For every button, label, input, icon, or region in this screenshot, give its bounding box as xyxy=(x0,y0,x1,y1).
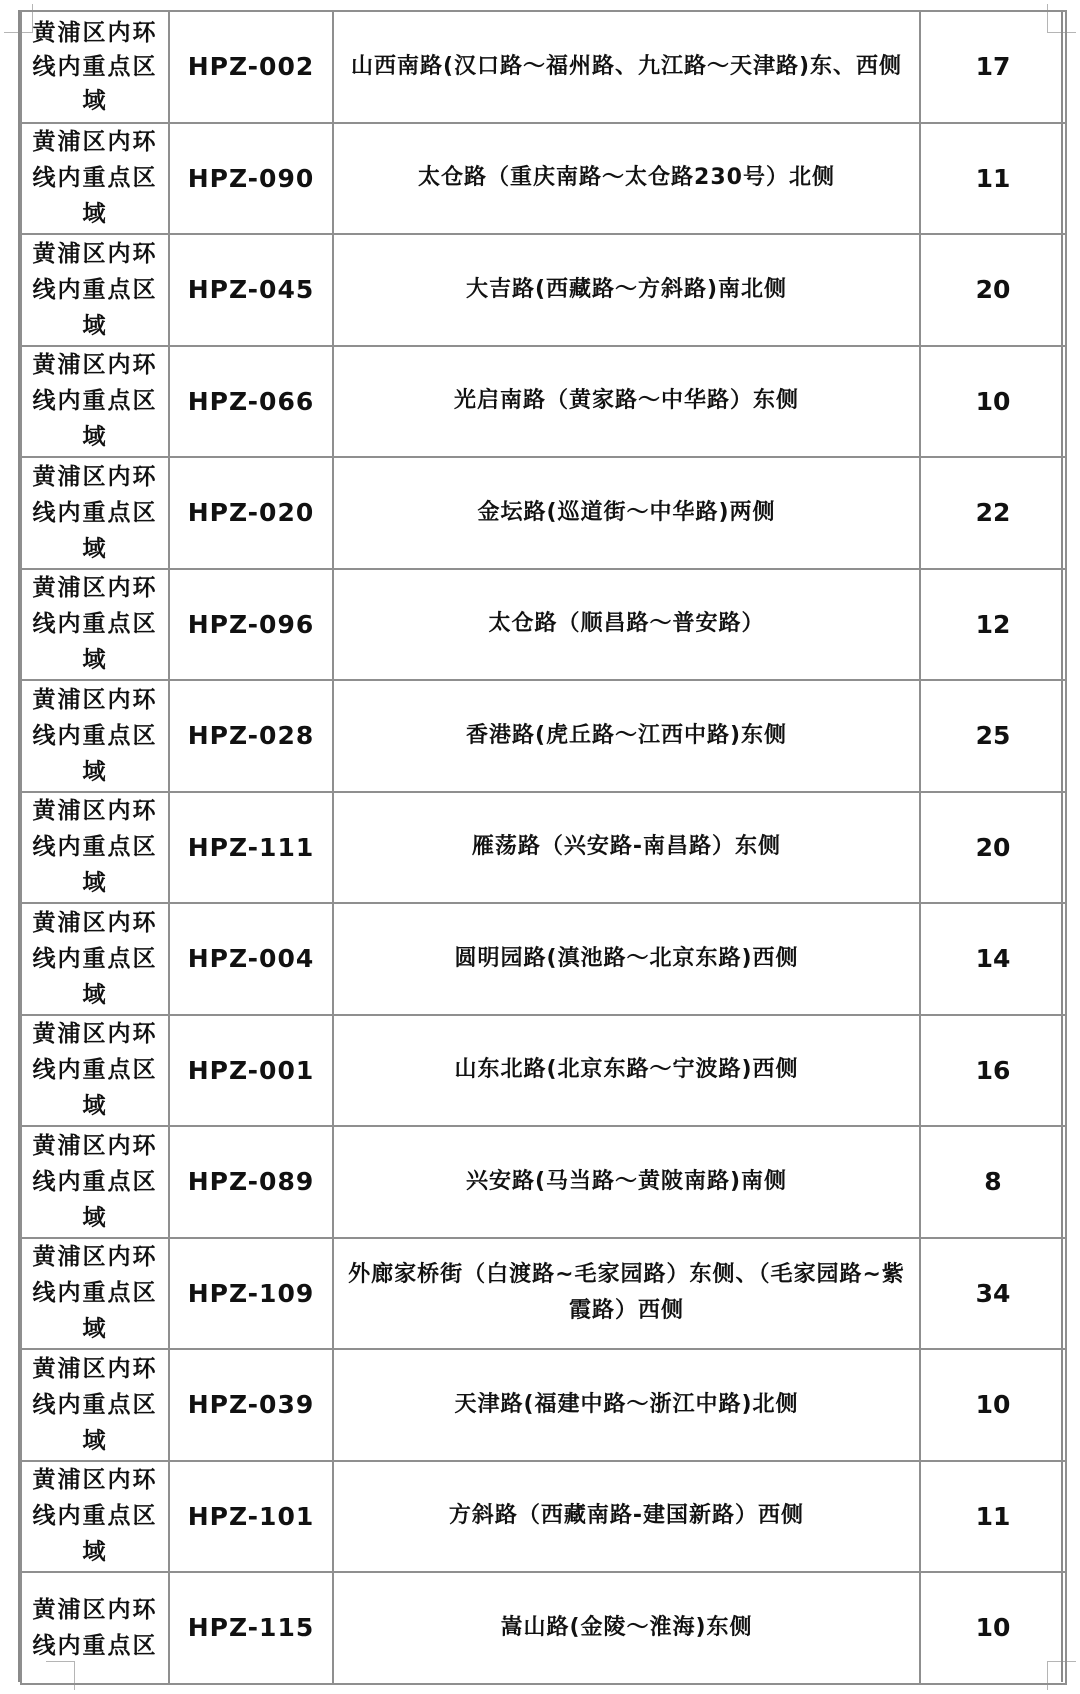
area-cell xyxy=(21,123,169,235)
table-row xyxy=(21,123,1066,235)
table-row xyxy=(21,792,1066,904)
area-cell xyxy=(21,903,169,1015)
count-cell: 10 xyxy=(920,1572,1066,1684)
table-row xyxy=(21,234,1066,346)
table-row xyxy=(21,569,1066,681)
count-cell: 34 xyxy=(920,1238,1066,1350)
count-cell: 8 xyxy=(920,1126,1066,1238)
code-cell: HPZ-028 xyxy=(169,680,333,792)
area-cell xyxy=(21,1238,169,1350)
table-row xyxy=(21,903,1066,1015)
area-cell xyxy=(21,1572,169,1684)
code-cell: HPZ-115 xyxy=(169,1572,333,1684)
code-cell: HPZ-096 xyxy=(169,569,333,681)
code-cell: HPZ-109 xyxy=(169,1238,333,1350)
code-cell: HPZ-045 xyxy=(169,234,333,346)
area-cell xyxy=(21,1015,169,1127)
area-cell xyxy=(21,1349,169,1461)
road-cell: 光启南路（黄家路～中华路）东侧 xyxy=(333,346,920,458)
count-cell: 22 xyxy=(920,457,1066,569)
area-text: 黄浦区内环线内重点区域 xyxy=(32,1355,158,1454)
area-text: 黄浦区内环线内重点区域 xyxy=(32,240,158,339)
code-cell: HPZ-111 xyxy=(169,792,333,904)
road-cell: 嵩山路(金陵～淮海)东侧 xyxy=(333,1572,920,1684)
table-row xyxy=(21,1126,1066,1238)
count-cell: 11 xyxy=(920,123,1066,235)
area-text: 黄浦区内环线内重点区域 xyxy=(32,686,158,785)
code-cell: HPZ-066 xyxy=(169,346,333,458)
count-cell: 12 xyxy=(920,569,1066,681)
road-cell: 大吉路(西藏路～方斜路)南北侧 xyxy=(333,234,920,346)
count-cell: 25 xyxy=(920,680,1066,792)
road-cell: 山东北路(北京东路～宁波路)西侧 xyxy=(333,1015,920,1127)
code-cell: HPZ-089 xyxy=(169,1126,333,1238)
count-cell: 20 xyxy=(920,792,1066,904)
table-row xyxy=(21,11,1066,123)
document-sheet xyxy=(18,10,1063,1682)
area-text: 黄浦区内环线内重点区域 xyxy=(32,352,158,451)
code-cell: HPZ-004 xyxy=(169,903,333,1015)
area-text: 黄浦区内环线内重点区 xyxy=(32,1596,158,1659)
area-text: 黄浦区内环线内重点区域 xyxy=(32,798,158,897)
count-cell: 14 xyxy=(920,903,1066,1015)
code-cell: HPZ-101 xyxy=(169,1461,333,1573)
area-text: 黄浦区内环线内重点区域 xyxy=(32,1021,158,1120)
area-text: 黄浦区内环线内重点区域 xyxy=(32,129,158,228)
area-cell xyxy=(21,1126,169,1238)
parking-spot-table xyxy=(20,10,1067,1685)
code-cell: HPZ-001 xyxy=(169,1015,333,1127)
code-cell: HPZ-002 xyxy=(169,11,333,123)
road-cell: 圆明园路(滇池路～北京东路)西侧 xyxy=(333,903,920,1015)
road-cell: 兴安路(马当路～黄陂南路)南侧 xyxy=(333,1126,920,1238)
road-cell: 金坛路(巡道街～中华路)两侧 xyxy=(333,457,920,569)
road-cell: 雁荡路（兴安路-南昌路）东侧 xyxy=(333,792,920,904)
area-text: 黄浦区内环线内重点区域 xyxy=(32,19,158,114)
road-cell: 香港路(虎丘路～江西中路)东侧 xyxy=(333,680,920,792)
table-row xyxy=(21,457,1066,569)
area-text: 黄浦区内环线内重点区域 xyxy=(32,1244,158,1343)
area-cell xyxy=(21,1461,169,1573)
area-text: 黄浦区内环线内重点区域 xyxy=(32,1467,158,1566)
code-cell: HPZ-039 xyxy=(169,1349,333,1461)
count-cell: 11 xyxy=(920,1461,1066,1573)
area-cell xyxy=(21,569,169,681)
area-text: 黄浦区内环线内重点区域 xyxy=(32,909,158,1008)
road-cell: 方斜路（西藏南路-建国新路）西侧 xyxy=(333,1461,920,1573)
table-row xyxy=(21,346,1066,458)
area-cell xyxy=(21,680,169,792)
table-row xyxy=(21,1461,1066,1573)
area-text: 黄浦区内环线内重点区域 xyxy=(32,1132,158,1231)
area-cell xyxy=(21,792,169,904)
road-cell: 天津路(福建中路～浙江中路)北侧 xyxy=(333,1349,920,1461)
count-cell: 17 xyxy=(920,11,1066,123)
area-cell xyxy=(21,457,169,569)
road-cell: 山西南路(汉口路～福州路、九江路～天津路)东、西侧 xyxy=(333,11,920,123)
count-cell: 20 xyxy=(920,234,1066,346)
table-row xyxy=(21,1015,1066,1127)
count-cell: 10 xyxy=(920,1349,1066,1461)
road-cell: 太仓路（顺昌路～普安路） xyxy=(333,569,920,681)
table-row xyxy=(21,680,1066,792)
road-cell: 太仓路（重庆南路～太仓路230号）北侧 xyxy=(333,123,920,235)
area-cell xyxy=(21,346,169,458)
table-row xyxy=(21,1572,1066,1684)
count-cell: 16 xyxy=(920,1015,1066,1127)
area-cell xyxy=(21,11,169,123)
area-cell xyxy=(21,234,169,346)
table-body xyxy=(21,11,1066,1684)
code-cell: HPZ-020 xyxy=(169,457,333,569)
table-row xyxy=(21,1349,1066,1461)
area-text: 黄浦区内环线内重点区域 xyxy=(32,575,158,674)
code-cell: HPZ-090 xyxy=(169,123,333,235)
road-cell: 外廊家桥街（白渡路~毛家园路）东侧、（毛家园路~紫霞路）西侧 xyxy=(333,1238,920,1350)
table-row xyxy=(21,1238,1066,1350)
count-cell: 10 xyxy=(920,346,1066,458)
area-text: 黄浦区内环线内重点区域 xyxy=(32,463,158,562)
